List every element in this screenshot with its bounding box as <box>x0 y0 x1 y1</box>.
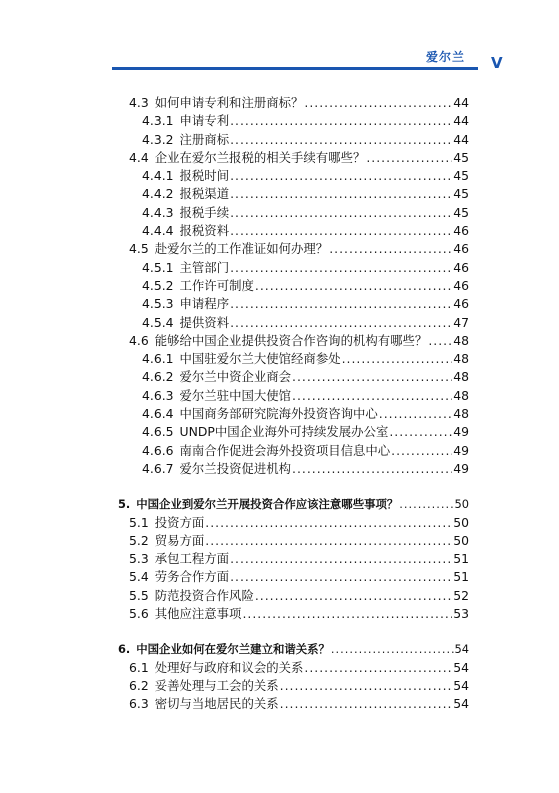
toc-entry[interactable] <box>112 222 469 240</box>
toc-entry-page: 46 <box>453 296 469 312</box>
toc-leader-dots <box>230 222 452 240</box>
toc-entry-title: 工作许可制度 <box>179 277 254 293</box>
toc-entry-number: 4.4.3 <box>142 204 174 220</box>
toc-entry[interactable] <box>112 112 469 130</box>
toc-leader-dots <box>391 442 452 460</box>
toc-leader-dots <box>280 677 453 695</box>
toc-entry-title: 防范投资合作风险 <box>154 587 254 603</box>
toc-entry-title: 承包工程方面 <box>154 551 230 567</box>
toc-entry[interactable] <box>112 460 469 478</box>
toc-entry-number: 5.2 <box>129 532 149 548</box>
toc-leader-dots <box>230 550 452 568</box>
toc-entry-page: 48 <box>453 351 469 367</box>
toc-entry-title: 密切与当地居民的关系 <box>154 696 279 712</box>
toc-entry-number: 4.6 <box>129 332 149 348</box>
toc-leader-dots <box>292 460 452 478</box>
toc-leader-dots <box>280 695 453 713</box>
toc-leader-dots <box>399 495 453 513</box>
toc-entry-title: 投资方面 <box>154 514 205 530</box>
toc-entry-number: 4.5 <box>129 241 149 257</box>
toc-entry-title: 爱尔兰驻中国大使馆 <box>179 387 292 403</box>
toc-entry-title: 申请程序 <box>179 296 230 312</box>
toc-entry-number: 5.5 <box>129 587 149 603</box>
toc-leader-dots <box>205 532 452 550</box>
toc-leader-dots <box>428 332 452 350</box>
toc-entry-number: 4.4.1 <box>142 168 174 184</box>
toc-leader-dots <box>230 112 452 130</box>
toc-leader-dots <box>329 240 452 258</box>
toc-entry-page: 54 <box>453 696 469 712</box>
toc-entry[interactable] <box>112 550 469 568</box>
toc-entry[interactable] <box>112 605 469 623</box>
toc-entry-number: 4.4.2 <box>142 186 174 202</box>
toc-entry-page: 50 <box>454 497 469 512</box>
toc-entry-title: 能够给中国企业提供投资合作咨询的机构有哪些？ <box>154 332 428 348</box>
toc-leader-dots <box>292 387 452 405</box>
toc-entry-page: 45 <box>453 149 469 165</box>
toc-entry-title: 企业在爱尔兰报税的相关手续有哪些？ <box>154 149 366 165</box>
toc-leader-dots <box>389 423 452 441</box>
toc-entry-number: 5.1 <box>129 514 149 530</box>
running-header-title: 爱尔兰 <box>426 50 466 64</box>
toc-leader-dots <box>230 185 452 203</box>
toc-entry-number: 4.6.6 <box>142 442 174 458</box>
toc-entry-number: 6.2 <box>129 677 149 693</box>
toc-entry[interactable] <box>112 259 469 277</box>
toc-leader-dots <box>292 368 452 386</box>
toc-entry[interactable] <box>112 368 469 386</box>
toc-entry-page: 45 <box>453 168 469 184</box>
toc-entry[interactable] <box>112 677 469 695</box>
toc-entry-page: 48 <box>453 332 469 348</box>
toc-entry-number: 4.4 <box>129 149 149 165</box>
toc-entry-number: 4.6.2 <box>142 369 174 385</box>
toc-entry-page: 46 <box>453 277 469 293</box>
toc-entry-title: 申请专利 <box>179 113 230 129</box>
toc-entry-title: 提供资料 <box>179 314 230 330</box>
toc-entry-page: 48 <box>453 369 469 385</box>
toc-entry-page: 48 <box>453 387 469 403</box>
toc-entry-title: 贸易方面 <box>154 532 205 548</box>
toc-entry-number: 4.6.7 <box>142 460 174 476</box>
toc-entry[interactable] <box>112 131 469 149</box>
toc-leader-dots <box>242 605 452 623</box>
toc-entry-page: 46 <box>453 241 469 257</box>
toc-entry-page: 45 <box>453 186 469 202</box>
toc-entry[interactable] <box>112 405 469 423</box>
toc-entry-number: 6.3 <box>129 696 149 712</box>
toc-entry-number: 5.6 <box>129 606 149 622</box>
toc-entry[interactable] <box>112 423 469 441</box>
toc-entry-page: 46 <box>453 223 469 239</box>
toc-entry[interactable] <box>112 442 469 460</box>
toc-entry-page: 45 <box>453 204 469 220</box>
toc-leader-dots <box>366 149 452 167</box>
toc-entry[interactable] <box>112 277 469 295</box>
toc-entry-title: 报税手续 <box>179 204 230 220</box>
toc-entry[interactable] <box>112 332 469 350</box>
toc-leader-dots <box>205 514 452 532</box>
toc-entry-page: 46 <box>453 259 469 275</box>
toc-entry-page: 51 <box>453 569 469 585</box>
toc-entry-page: 44 <box>453 95 469 110</box>
toc-entry-number: 4.6.4 <box>142 406 174 422</box>
toc-entry[interactable] <box>112 568 469 586</box>
page-number: V <box>491 54 503 72</box>
toc-entry-page: 53 <box>453 606 469 622</box>
table-of-contents <box>112 94 469 714</box>
toc-entry-page: 50 <box>453 532 469 548</box>
toc-entry[interactable] <box>112 514 469 532</box>
toc-entry-number: 5.4 <box>129 569 149 585</box>
toc-entry-title: 中国驻爱尔兰大使馆经商参处 <box>179 351 341 367</box>
toc-entry-number: 4.3.1 <box>142 113 174 129</box>
toc-entry[interactable] <box>112 532 469 550</box>
toc-entry-page: 54 <box>453 677 469 693</box>
toc-entry[interactable] <box>112 350 469 368</box>
toc-entry-title: 中国企业如何在爱尔兰建立和谐关系？ <box>136 642 330 657</box>
toc-entry-title: 其他应注意事项 <box>154 606 242 622</box>
toc-entry[interactable] <box>112 185 469 203</box>
toc-entry-title: 报税渠道 <box>179 186 230 202</box>
toc-entry-number: 6.1 <box>129 659 149 675</box>
toc-entry[interactable] <box>112 204 469 222</box>
toc-entry-number: 4.6.5 <box>142 424 174 440</box>
header-rule <box>112 67 478 70</box>
toc-entry[interactable] <box>112 240 469 258</box>
toc-entry[interactable] <box>112 387 469 405</box>
toc-leader-dots <box>379 405 452 423</box>
toc-entry-title: 如何申请专利和注册商标？ <box>154 95 304 110</box>
toc-entry-page: 47 <box>453 314 469 330</box>
toc-leader-dots <box>230 568 452 586</box>
toc-entry[interactable] <box>112 295 469 313</box>
toc-entry-page: 49 <box>453 424 469 440</box>
toc-leader-dots <box>230 131 452 149</box>
toc-entry-page: 44 <box>453 131 469 147</box>
toc-entry[interactable] <box>112 149 469 167</box>
toc-entry-page: 51 <box>453 551 469 567</box>
toc-entry-title: 处理好与政府和议会的关系 <box>154 659 304 675</box>
toc-entry-number: 4.3 <box>129 95 149 110</box>
toc-entry-page: 50 <box>453 514 469 530</box>
toc-entry-title: 中国商务部研究院海外投资咨询中心 <box>179 406 378 422</box>
section-gap <box>112 478 469 495</box>
toc-entry-number: 4.5.3 <box>142 296 174 312</box>
toc-leader-dots <box>230 295 452 313</box>
toc-entry[interactable] <box>112 94 469 112</box>
toc-leader-dots <box>230 167 452 185</box>
toc-entry-number: 6. <box>118 642 131 657</box>
toc-entry[interactable] <box>112 659 469 677</box>
toc-entry-title: 赴爱尔兰的工作准证如何办理？ <box>154 241 329 257</box>
toc-entry-title: 中国企业到爱尔兰开展投资合作应该注意哪些事项？ <box>136 497 399 512</box>
toc-entry-title: 南南合作促进会海外投资项目信息中心 <box>179 442 391 458</box>
toc-leader-dots <box>255 587 452 605</box>
toc-entry-title: 妥善处理与工会的关系 <box>154 677 279 693</box>
toc-leader-dots <box>342 350 453 368</box>
toc-entry[interactable] <box>112 495 469 513</box>
toc-leader-dots <box>331 640 454 658</box>
toc-leader-dots <box>304 94 452 112</box>
toc-entry-title: 爱尔兰投资促进机构 <box>179 460 292 476</box>
toc-entry-page: 52 <box>453 587 469 603</box>
toc-leader-dots <box>230 314 452 332</box>
section-gap <box>112 623 469 640</box>
toc-leader-dots <box>230 259 452 277</box>
toc-leader-dots <box>230 204 452 222</box>
toc-entry-number: 5.3 <box>129 551 149 567</box>
toc-entry-title: 注册商标 <box>179 131 230 147</box>
toc-entry-title: 报税时间 <box>179 168 230 184</box>
toc-entry-page: 44 <box>453 113 469 129</box>
toc-entry-title: 主管部门 <box>179 259 230 275</box>
toc-entry[interactable] <box>112 587 469 605</box>
toc-entry-page: 48 <box>453 406 469 422</box>
toc-entry-title: 报税资料 <box>179 223 230 239</box>
toc-entry-number: 5. <box>118 497 131 512</box>
toc-entry-title: 劳务合作方面 <box>154 569 230 585</box>
toc-leader-dots <box>255 277 452 295</box>
toc-entry[interactable] <box>112 314 469 332</box>
toc-entry[interactable] <box>112 695 469 713</box>
toc-entry-title: 爱尔兰中资企业商会 <box>179 369 292 385</box>
toc-entry-number: 4.6.1 <box>142 351 174 367</box>
toc-entry-number: 4.5.2 <box>142 277 174 293</box>
toc-leader-dots <box>304 659 452 677</box>
toc-entry[interactable] <box>112 167 469 185</box>
toc-entry-number: 4.4.4 <box>142 223 174 239</box>
toc-entry-number: 4.5.1 <box>142 259 174 275</box>
toc-entry-title: UNDP中国企业海外可持续发展办公室 <box>179 424 389 440</box>
toc-entry-page: 54 <box>453 659 469 675</box>
toc-entry-page: 49 <box>453 442 469 458</box>
toc-entry-number: 4.3.2 <box>142 131 174 147</box>
toc-entry-page: 49 <box>453 460 469 476</box>
toc-entry-page: 54 <box>454 642 469 657</box>
toc-entry-number: 4.6.3 <box>142 387 174 403</box>
toc-entry[interactable] <box>112 640 469 658</box>
toc-entry-number: 4.5.4 <box>142 314 174 330</box>
